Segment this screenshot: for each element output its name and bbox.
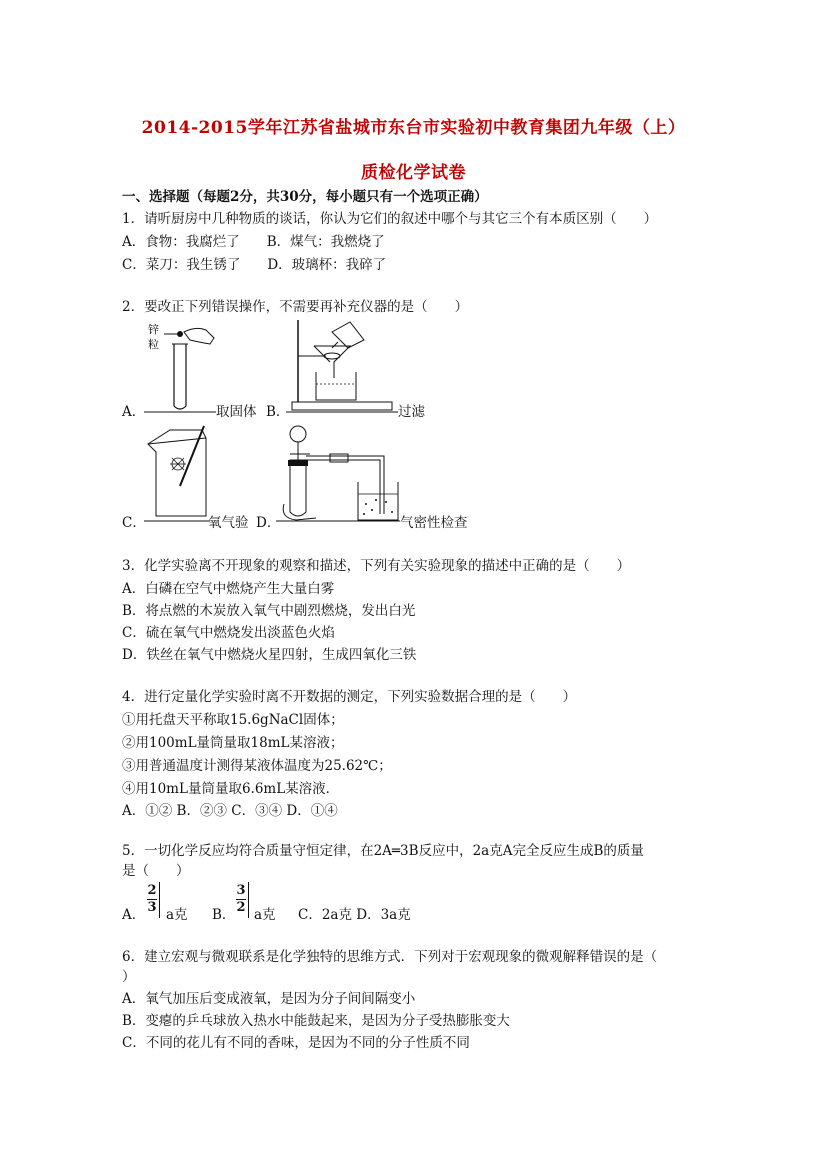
q5-option-b-fraction xyxy=(236,884,246,915)
zinc-label-1: 锌 xyxy=(148,323,159,336)
test-tube-zinc-figure xyxy=(144,318,216,413)
filtration-figure xyxy=(286,318,398,413)
q2-option-c-caption: 氧气验 xyxy=(208,515,249,531)
q2-option-b-label: B． xyxy=(266,404,290,420)
q3-option-d: D．铁丝在氧气中燃烧火星四射，生成四氧化三铁 xyxy=(122,647,417,663)
q5-b-numerator: 3 xyxy=(236,883,246,898)
exam-title-line2: 质检化学试卷 xyxy=(361,163,466,183)
q5-option-a-fraction xyxy=(147,884,157,915)
section-heading: 一、选择题（每题2分，共30分，每小题只有一个选项正确） xyxy=(122,189,488,205)
q5-a-numerator: 2 xyxy=(147,883,157,898)
q1-options-ab: A．食物：我腐烂了 B．煤气：我燃烧了 xyxy=(122,234,385,250)
q2-option-d-label: D． xyxy=(256,515,281,531)
q5-option-a-label: A． xyxy=(122,907,146,923)
q5-b-denominator: 2 xyxy=(236,900,246,915)
q5-a-denominator: 3 xyxy=(147,900,157,915)
q2-option-c-label: C． xyxy=(122,515,146,531)
q5-option-a-unit: a克 xyxy=(166,907,188,923)
q5-stem-line1: 5．一切化学反应均符合质量守恒定律，在2A═3B反应中，2a克A完全反应生成B的质量 xyxy=(122,843,644,859)
q6-option-c: C．不同的花儿有不同的香味，是因为不同的分子性质不同 xyxy=(122,1035,470,1051)
q4-stem: 4．进行定量化学实验时离不开数据的测定，下列实验数据合理的是（ ） xyxy=(122,689,577,705)
q1-options-cd: C．菜刀：我生锈了 D．玻璃杯：我碎了 xyxy=(122,257,387,273)
exam-title-line1: 2014-2015学年江苏省盐城市东台市实验初中教育集团九年级（上） xyxy=(141,118,686,138)
q6-option-b: B．变瘪的乒乓球放入热水中能鼓起来，是因为分子受热膨胀变大 xyxy=(122,1013,510,1029)
q3-option-a: A．白磷在空气中燃烧产生大量白雾 xyxy=(122,581,335,597)
q2-option-d-caption: 气密性检查 xyxy=(400,515,468,531)
q3-option-c: C．硫在氧气中燃烧发出淡蓝色火焰 xyxy=(122,625,335,641)
q4-item-4: ④用10mL量筒量取6.6mL某溶液． xyxy=(122,781,340,797)
q3-option-b: B．将点燃的木炭放入氧气中剧烈燃烧，发出白光 xyxy=(122,603,416,619)
q4-item-2: ②用100mL量筒量取18mL某溶液； xyxy=(122,735,344,751)
q2-option-a-caption: 取固体 xyxy=(216,404,257,420)
q4-options: A．①② B．②③ C．③④ D．①④ xyxy=(122,803,338,819)
q2-option-a-label: A． xyxy=(122,404,146,420)
zinc-label-2: 粒 xyxy=(148,338,159,351)
q2-option-b-caption: 过滤 xyxy=(398,404,425,420)
q6-stem-line2: ） xyxy=(122,969,136,985)
q1-stem: 1．请听厨房中几种物质的谈话，你认为它们的叙述中哪个与其它三个有本质区别（ ） xyxy=(122,211,658,227)
q5-stem-line2: 是（ ） xyxy=(122,863,190,879)
q6-stem-line1: 6．建立宏观与微观联系是化学独特的思维方式．下列对于宏观现象的微观解释错误的是（ xyxy=(122,949,658,965)
q5-option-b-label: B． xyxy=(212,907,236,923)
q2-stem: 2．要改正下列错误操作，不需要再补充仪器的是（ ） xyxy=(122,299,469,315)
q5-option-b-unit: a克 xyxy=(254,907,276,923)
q5-options-cd: C．2a克 D．3a克 xyxy=(298,907,411,923)
q6-option-a: A．氧气加压后变成液氧，是因为分子间间隔变小 xyxy=(122,991,416,1007)
oxygen-test-figure xyxy=(144,424,210,522)
q3-stem: 3．化学实验离不开现象的观察和描述，下列有关实验现象的描述中正确的是（ ） xyxy=(122,558,631,574)
airtightness-check-figure xyxy=(276,424,400,522)
q4-item-3: ③用普通温度计测得某液体温度为25.62℃； xyxy=(122,758,392,774)
q4-item-1: ①用托盘天平称取15.6gNaCl固体； xyxy=(122,712,344,728)
